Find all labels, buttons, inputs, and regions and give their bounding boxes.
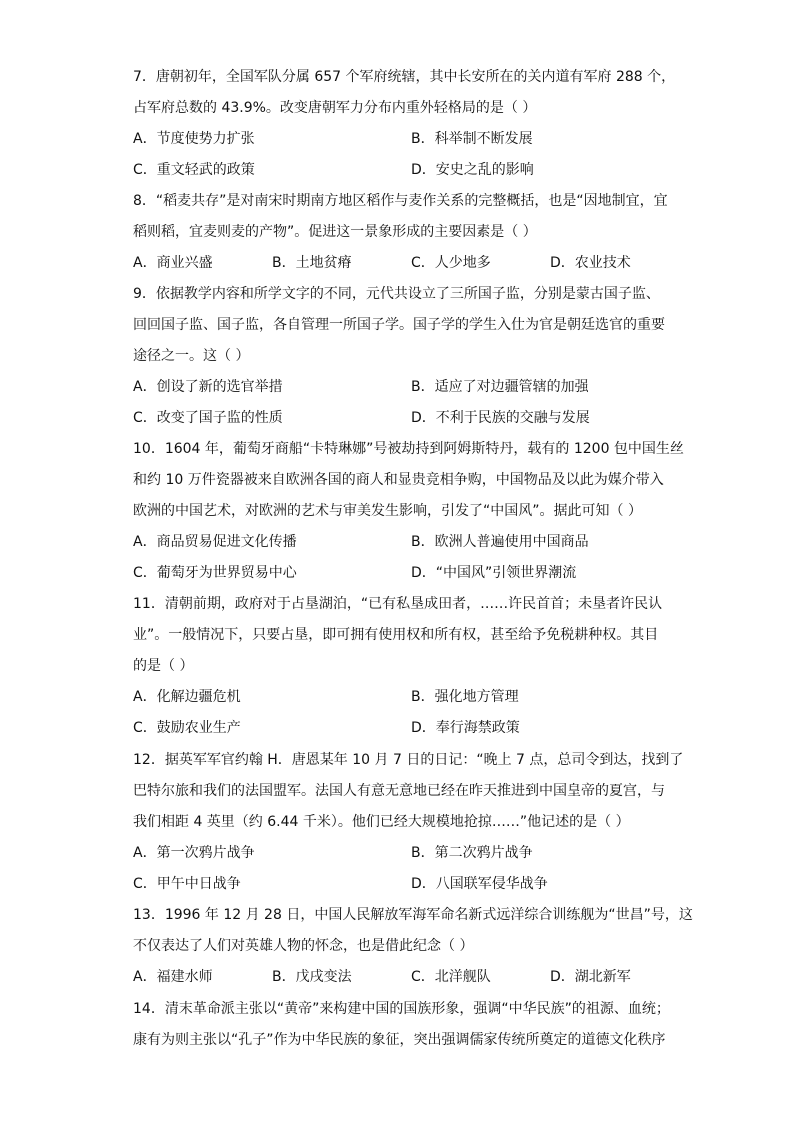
question-text-line: 9．依据教学内容和所学文字的不同，元代共设立了三所国子监，分别是蒙古国子监、 <box>133 286 660 302</box>
question-text-line: 我们相距 4 英里（约 6.44 千米）。他们已经大规模地抢掠……”他记述的是（ ） <box>133 814 630 830</box>
option-c: C．北洋舰队 <box>411 969 491 985</box>
question-text-line: 稻则稻，宜麦则麦的产物”。促进这一景象形成的主要因素是（ ） <box>133 224 537 240</box>
option-d: D．安史之乱的影响 <box>411 162 534 178</box>
question-9-stem <box>133 279 669 372</box>
question-text-line: 14．清末革命派主张以“黄帝”来构建中国的国族形象，强调“中华民族”的祖源、血统； <box>133 1001 670 1017</box>
question-9-options <box>133 372 693 434</box>
question-14-stem <box>133 994 669 1056</box>
question-text-line: 11．清朝前期，政府对于占垦湖泊，“已有私垦成田者，……许民首首；未垦者许民认 <box>133 596 663 612</box>
question-text-line: 占军府总数的 43.9%。改变唐朝军力分布内重外轻格局的是（ ） <box>133 100 537 116</box>
option-b: B．欧洲人普遍使用中国商品 <box>411 534 589 550</box>
option-c: C．改变了国子监的性质 <box>133 410 283 426</box>
option-d: D．湖北新军 <box>550 969 631 985</box>
question-text-line: 不仅表达了人们对英雄人物的怀念，也是借此纪念（ ） <box>133 938 474 954</box>
question-text-line: 巴特尔旅和我们的法国盟军。法国人有意无意地已经在昨天推进到中国皇帝的夏宫，与 <box>133 783 665 799</box>
question-text-line: 康有为则主张以“孔子”作为中华民族的象征，突出强调儒家传统所奠定的道德文化秩序 <box>133 1032 666 1048</box>
question-text-line: 的是（ ） <box>133 658 194 674</box>
question-10-options <box>133 527 693 589</box>
option-a: A．福建水师 <box>133 969 213 985</box>
option-d: D．不利于民族的交融与发展 <box>411 410 590 426</box>
option-a: A．商品贸易促进文化传播 <box>133 534 297 550</box>
option-c: C．葡萄牙为世界贸易中心 <box>133 565 297 581</box>
option-d: D．八国联军侵华战争 <box>411 876 548 892</box>
question-text-line: 8．“稻麦共存”是对南宋时期南方地区稻作与麦作关系的完整概括，也是“因地制宜，宜 <box>133 193 668 209</box>
question-12-stem <box>133 745 684 838</box>
option-a: A．第一次鸦片战争 <box>133 845 255 861</box>
question-text-line: 业”。一般情况下，只要占垦，即可拥有使用权和所有权，甚至给予免税耕种权。其目 <box>133 627 659 643</box>
question-text-line: 和约 10 万件瓷器被来自欧洲各国的商人和显贵竞相争购，中国物品及以此为媒介带入 <box>133 472 664 488</box>
option-b: B．戊戌变法 <box>272 969 352 985</box>
question-10-stem <box>133 434 684 527</box>
option-b: B．第二次鸦片战争 <box>411 845 533 861</box>
option-a: A．节度使势力扩张 <box>133 131 255 147</box>
question-7-stem <box>133 62 676 124</box>
option-b: B．强化地方管理 <box>411 689 519 705</box>
question-text-line: 回回国子监、国子监，各自管理一所国子学。国子学的学生入仕为官是朝廷选官的重要 <box>133 317 665 333</box>
question-12-options <box>133 838 693 900</box>
option-c: C．鼓励农业生产 <box>133 720 241 736</box>
question-11-stem <box>133 589 669 682</box>
option-a: A．化解边疆危机 <box>133 689 241 705</box>
question-8-options <box>133 248 693 279</box>
question-text-line: 7．唐朝初年，全国军队分属 657 个军府统辖，其中长安所在的关内道有军府 288 个， <box>133 69 676 85</box>
option-c: C．甲午中日战争 <box>133 876 241 892</box>
question-8-stem <box>133 186 669 248</box>
option-c: C．重文轻武的政策 <box>133 162 255 178</box>
question-13-options <box>133 962 693 993</box>
option-d: D．奉行海禁政策 <box>411 720 520 736</box>
question-text-line: 13．1996 年 12 月 28 日，中国人民解放军海军命名新式远洋综合训练舰为“世昌”号，这 <box>133 907 693 923</box>
question-text-line: 12．据英军军官约翰 H．唐恩某年 10 月 7 日的日记：“晚上 7 点，总司令到达，找到了 <box>133 752 684 768</box>
option-b: B．适应了对边疆管辖的加强 <box>411 379 589 395</box>
question-text-line: 欧洲的中国艺术，对欧洲的艺术与审美发生影响，引发了“中国风”。据此可知（ ） <box>133 503 642 519</box>
option-a: A．商业兴盛 <box>133 255 213 271</box>
option-d: D．农业技术 <box>550 255 631 271</box>
question-7-options <box>133 124 693 186</box>
question-text-line: 途径之一。这（ ） <box>133 348 250 364</box>
option-c: C．人少地多 <box>411 255 491 271</box>
option-d: D．“中国风”引领世界潮流 <box>411 565 577 581</box>
question-text-line: 10．1604 年，葡萄牙商船“卡特琳娜”号被劫持到阿姆斯特丹，载有的 1200 包中国生丝 <box>133 441 684 457</box>
option-a: A．创设了新的选官举措 <box>133 379 283 395</box>
question-11-options <box>133 682 693 744</box>
option-b: B．土地贫瘠 <box>272 255 352 271</box>
option-b: B．科举制不断发展 <box>411 131 533 147</box>
question-13-stem <box>133 900 693 962</box>
